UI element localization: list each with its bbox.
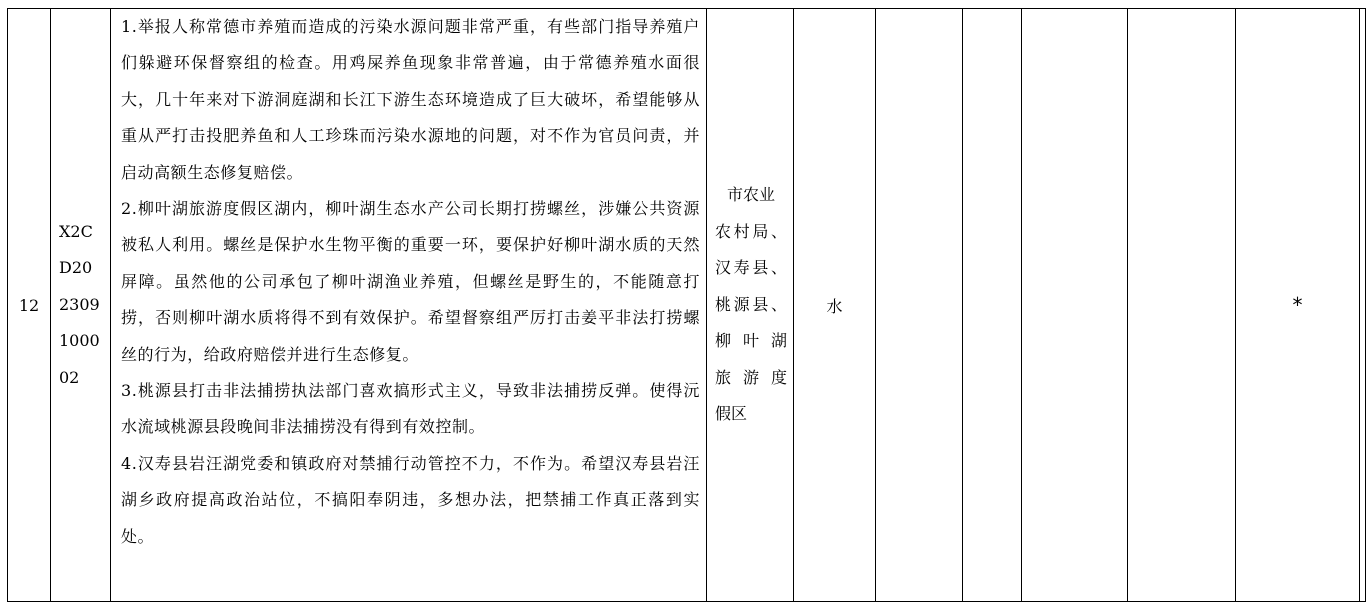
case-code-cell xyxy=(51,9,111,602)
case-code-line: X2C xyxy=(59,221,93,241)
department-line: 汉寿县、 xyxy=(715,258,787,278)
pollution-type: 水 xyxy=(826,296,843,316)
department-line: 旅游度 xyxy=(715,367,787,387)
table-row xyxy=(8,9,1366,602)
complaint-paragraph: 1.举报人称常德市养殖而造成的污染水源问题非常严重，有些部门指导养殖户们躲避环保督察组的检查。用鸡屎养鱼现象非常普遍，由于常德养殖水面很大，几十年来对下游洞庭湖和长江下游生态环境造成了巨大破坏，希望能够从重从严打击投肥养鱼和人工珍珠而污染水源地的问题，对不作为官员问责，并启动高额生态修复赔偿。 xyxy=(121,17,700,182)
complaint-paragraph: 2.柳叶湖旅游度假区湖内，柳叶湖生态水产公司长期打捞螺丝，涉嫌公共资源被私人利用。螺丝是保护水生物平衡的重要一环，要保护好柳叶湖水质的天然屏障。虽然他的公司承包了柳叶湖渔业养殖，但螺丝是野生的，不能随意打捞，否则柳叶湖水质将得不到有效保护。希望督察组严厉打击姜平非法打捞螺丝的行为，给政府赔偿并进行生态修复。 xyxy=(121,199,700,364)
empty-cell xyxy=(876,9,963,602)
department-line: 假区 xyxy=(715,404,748,424)
complaint-paragraph: 3.桃源县打击非法捕捞执法部门喜欢搞形式主义，导致非法捕捞反弹。使得沅水流域桃源县段晚间非法捕捞没有得到有效控制。 xyxy=(121,381,700,437)
department-line: 桃源县、 xyxy=(715,294,787,314)
department-line: 农村局、 xyxy=(715,221,787,241)
row-number: 12 xyxy=(18,295,40,315)
empty-cell xyxy=(1128,9,1236,602)
row-number-cell xyxy=(8,9,51,602)
complaint-content-cell xyxy=(111,9,707,602)
empty-cell xyxy=(1360,9,1366,602)
complaint-table xyxy=(7,8,1366,602)
case-code-line: 2309 xyxy=(59,294,100,314)
empty-cell xyxy=(963,9,1022,602)
case-code-line: 1000 xyxy=(59,331,100,351)
pollution-type-cell xyxy=(794,9,876,602)
mark-cell xyxy=(1236,9,1360,602)
complaint-paragraph: 4.汉寿县岩汪湖党委和镇政府对禁捕行动管控不力，不作为。希望汉寿县岩汪湖乡政府提高政治站位，不搞阳奉阴违，多想办法，把禁捕工作真正落到实处。 xyxy=(121,453,700,546)
case-code-line: 02 xyxy=(59,367,80,387)
department-line: 柳叶湖 xyxy=(715,331,787,351)
asterisk-mark: * xyxy=(1292,293,1303,317)
responsible-department-cell xyxy=(707,9,794,602)
department-line: 市农业 xyxy=(726,185,775,205)
case-code-line: D20 xyxy=(59,258,93,278)
empty-cell xyxy=(1022,9,1128,602)
